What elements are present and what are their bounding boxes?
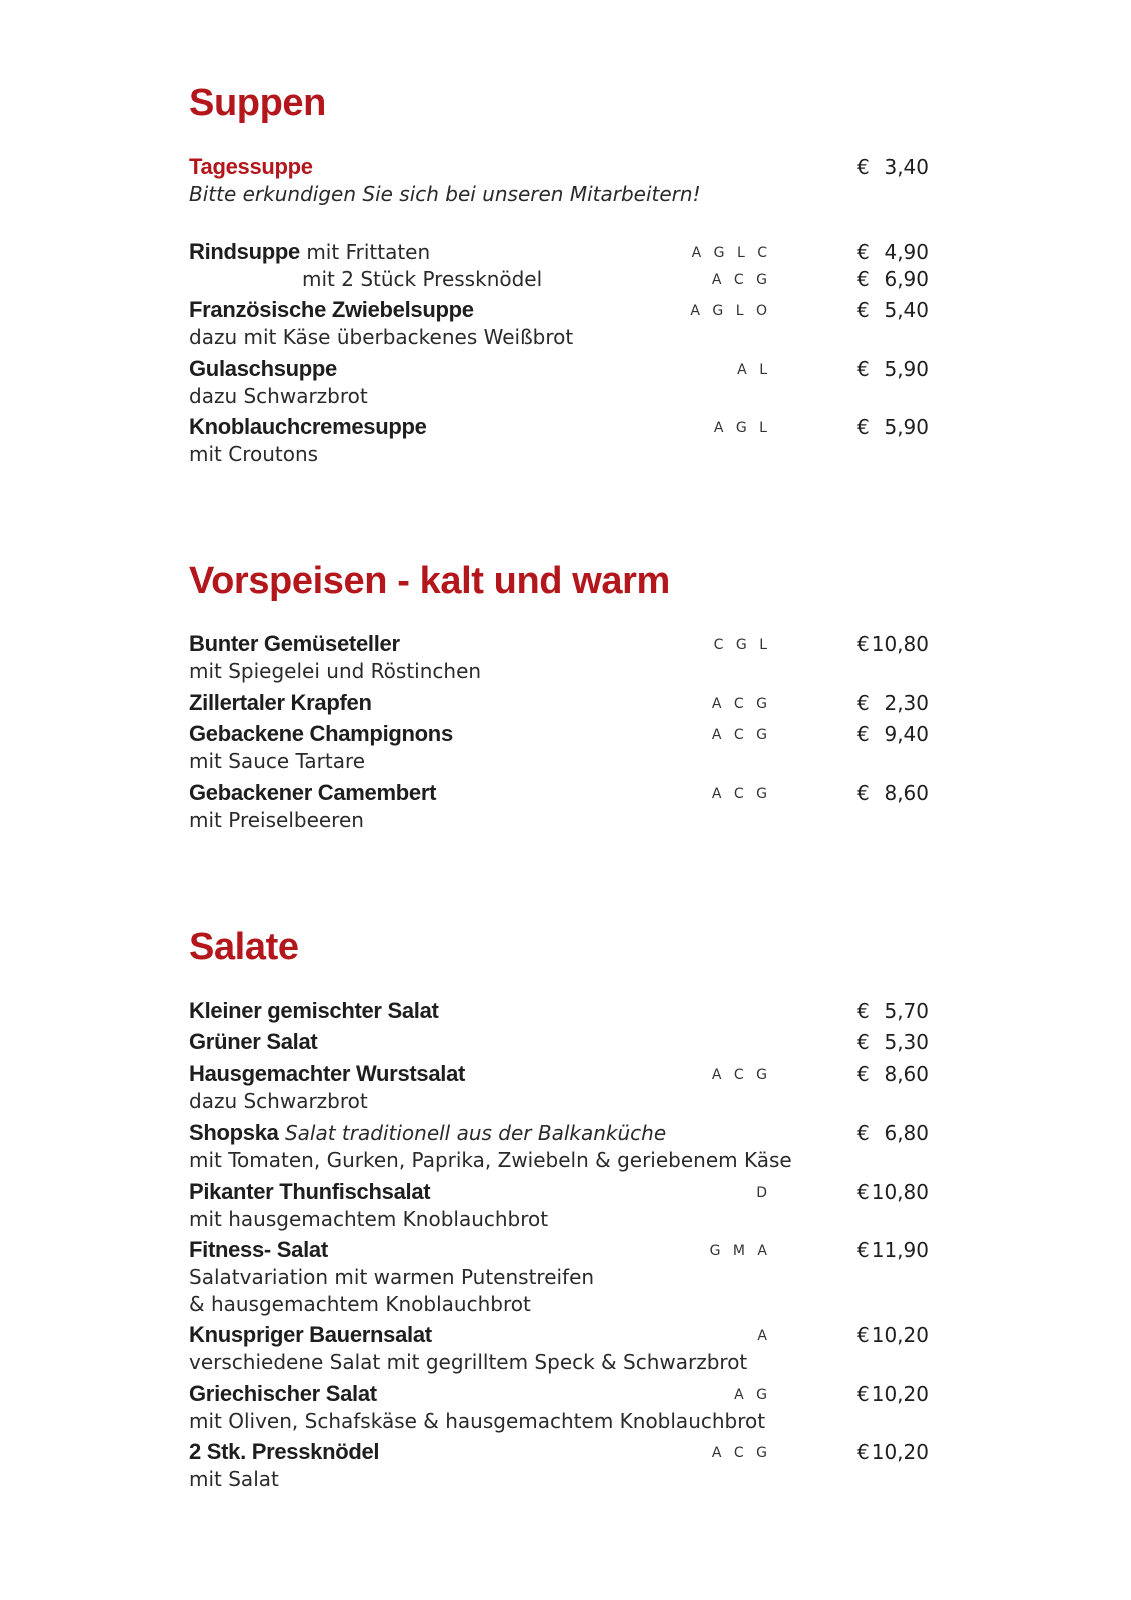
currency-symbol: € (857, 722, 870, 746)
item-description-line (189, 747, 929, 775)
item-description: & hausgemachtem Knoblauchbrot (189, 1292, 531, 1316)
currency-symbol: € (857, 999, 870, 1023)
price-amount: 10,20 (871, 1382, 929, 1406)
item-description-line (189, 382, 929, 410)
price-amount: 10,20 (871, 1440, 929, 1464)
item-description: mit Preiselbeeren (189, 808, 364, 832)
allergen-codes: A C G (711, 1067, 771, 1083)
section-title-vorspeisen: Vorspeisen - kalt und warm (189, 560, 670, 602)
price-amount: 5,90 (884, 415, 929, 439)
menu-item-shopska (189, 1119, 929, 1147)
item-name: Rindsuppe (189, 239, 300, 264)
item-description-line (189, 180, 929, 208)
item-description-line (189, 1263, 929, 1291)
allergen-codes: A G L O (690, 303, 771, 319)
menu-item-bauernsalat (189, 1321, 929, 1349)
item-description-line (189, 657, 929, 685)
menu-item-rindsuppe-knoedel (189, 265, 929, 293)
allergen-codes: A C G (711, 727, 771, 743)
item-description: dazu Schwarzbrot (189, 384, 368, 408)
menu-item-tagessuppe (189, 153, 929, 181)
price-amount: 5,40 (884, 298, 929, 322)
item-description: mit Oliven, Schafskäse & hausgemachtem Knoblauchbrot (189, 1409, 766, 1433)
item-name: Pikanter Thunfischsalat (189, 1179, 431, 1204)
price-amount: 8,60 (884, 1062, 929, 1086)
currency-symbol: € (857, 691, 870, 715)
menu-item-champignons (189, 720, 929, 748)
item-description: Salatvariation mit warmen Putenstreifen (189, 1265, 595, 1289)
item-description-line (189, 1146, 929, 1174)
currency-symbol: € (857, 155, 870, 179)
item-description-line (189, 1205, 929, 1233)
menu-item-rindsuppe (189, 238, 929, 266)
item-name: Griechischer Salat (189, 1381, 377, 1406)
item-description: verschiedene Salat mit gegrilltem Speck & Schwarzbrot (189, 1350, 748, 1374)
currency-symbol: € (857, 781, 870, 805)
allergen-codes: A C G (711, 272, 771, 288)
menu-item-knoblauchcremesuppe (189, 413, 929, 441)
item-name: Gebackene Champignons (189, 721, 453, 746)
price-amount: 6,80 (884, 1121, 929, 1145)
menu-item-gruener-salat (189, 1028, 929, 1056)
price-amount: 9,40 (884, 722, 929, 746)
item-name: Bunter Gemüseteller (189, 631, 400, 656)
allergen-codes: A C G (711, 786, 771, 802)
item-name: Kleiner gemischter Salat (189, 998, 439, 1023)
currency-symbol: € (857, 357, 870, 381)
price-amount: 3,40 (884, 155, 929, 179)
item-name: Fitness- Salat (189, 1237, 328, 1262)
menu-item-wurstsalat (189, 1060, 929, 1088)
currency-symbol: € (857, 267, 870, 291)
menu-item-kleiner-salat (189, 997, 929, 1025)
item-description-line (189, 440, 929, 468)
item-description-line (189, 323, 929, 351)
allergen-codes: D (756, 1185, 771, 1201)
price-amount: 4,90 (884, 240, 929, 264)
currency-symbol: € (857, 632, 870, 656)
item-name: Gebackener Camembert (189, 780, 437, 805)
allergen-codes: A G (734, 1387, 771, 1403)
price-amount: 5,30 (884, 1030, 929, 1054)
currency-symbol: € (857, 1180, 870, 1204)
item-name: Knuspriger Bauernsalat (189, 1322, 432, 1347)
menu-item-zwiebelsuppe (189, 296, 929, 324)
item-name: Grüner Salat (189, 1029, 318, 1054)
item-description-line (189, 1407, 929, 1435)
currency-symbol: € (857, 1238, 870, 1262)
currency-symbol: € (857, 298, 870, 322)
item-note: Bitte erkundigen Sie sich bei unseren Mitarbeitern! (189, 182, 701, 206)
price-amount: 10,80 (871, 632, 929, 656)
currency-symbol: € (857, 1323, 870, 1347)
price-amount: 10,80 (871, 1180, 929, 1204)
item-description: mit Salat (189, 1467, 279, 1491)
item-subtitle: Salat traditionell aus der Balkanküche (278, 1121, 667, 1145)
menu-item-camembert (189, 779, 929, 807)
currency-symbol: € (857, 1030, 870, 1054)
menu-item-pressknoedel (189, 1438, 929, 1466)
item-name: Shopska (189, 1120, 279, 1145)
item-description: mit Croutons (189, 442, 319, 466)
item-description: mit Frittaten (299, 240, 431, 264)
price-amount: 10,20 (871, 1323, 929, 1347)
allergen-codes: G M A (709, 1243, 771, 1259)
menu-item-zillertaler-krapfen (189, 689, 929, 717)
item-description-line (189, 1087, 929, 1115)
price-amount: 6,90 (884, 267, 929, 291)
allergen-codes: A C G (711, 696, 771, 712)
section-title-salate: Salate (189, 926, 299, 968)
item-name: Hausgemachter Wurstsalat (189, 1061, 466, 1086)
price-amount: 5,90 (884, 357, 929, 381)
currency-symbol: € (857, 1440, 870, 1464)
item-description: dazu Schwarzbrot (189, 1089, 368, 1113)
item-description: mit 2 Stück Pressknödel (302, 267, 543, 291)
menu-item-fitness-salat (189, 1236, 929, 1264)
menu-item-thunfischsalat (189, 1178, 929, 1206)
item-name: 2 Stk. Pressknödel (189, 1439, 380, 1464)
menu-item-gemueseteller (189, 630, 929, 658)
currency-symbol: € (857, 1382, 870, 1406)
item-description-line (189, 1348, 929, 1376)
menu-item-griechischer-salat (189, 1380, 929, 1408)
price-amount: 5,70 (884, 999, 929, 1023)
price-amount: 2,30 (884, 691, 929, 715)
section-title-suppen: Suppen (189, 82, 326, 124)
item-name: Französische Zwiebelsuppe (189, 297, 474, 322)
item-description-line (189, 806, 929, 834)
item-description: dazu mit Käse überbackenes Weißbrot (189, 325, 574, 349)
currency-symbol: € (857, 240, 870, 264)
price-amount: 11,90 (871, 1238, 929, 1262)
item-name: Zillertaler Krapfen (189, 690, 372, 715)
allergen-codes: A G L C (691, 245, 771, 261)
currency-symbol: € (857, 1121, 870, 1145)
price-amount: 8,60 (884, 781, 929, 805)
item-name: Knoblauchcremesuppe (189, 414, 427, 439)
allergen-codes: A L (737, 362, 771, 378)
item-description: mit Tomaten, Gurken, Paprika, Zwiebeln & geriebenem Käse (189, 1148, 792, 1172)
menu-item-gulaschsuppe (189, 355, 929, 383)
allergen-codes: A G L (713, 420, 771, 436)
item-description: mit hausgemachtem Knoblauchbrot (189, 1207, 549, 1231)
item-name: Gulaschsuppe (189, 356, 337, 381)
allergen-codes: C G L (713, 637, 771, 653)
item-description-line (189, 1290, 929, 1318)
item-description-line (189, 1465, 929, 1493)
item-description: mit Spiegelei und Röstinchen (189, 659, 482, 683)
currency-symbol: € (857, 1062, 870, 1086)
item-description: mit Sauce Tartare (189, 749, 366, 773)
allergen-codes: A C G (711, 1445, 771, 1461)
currency-symbol: € (857, 415, 870, 439)
allergen-codes: A (757, 1328, 771, 1344)
item-name: Tagessuppe (189, 154, 313, 179)
